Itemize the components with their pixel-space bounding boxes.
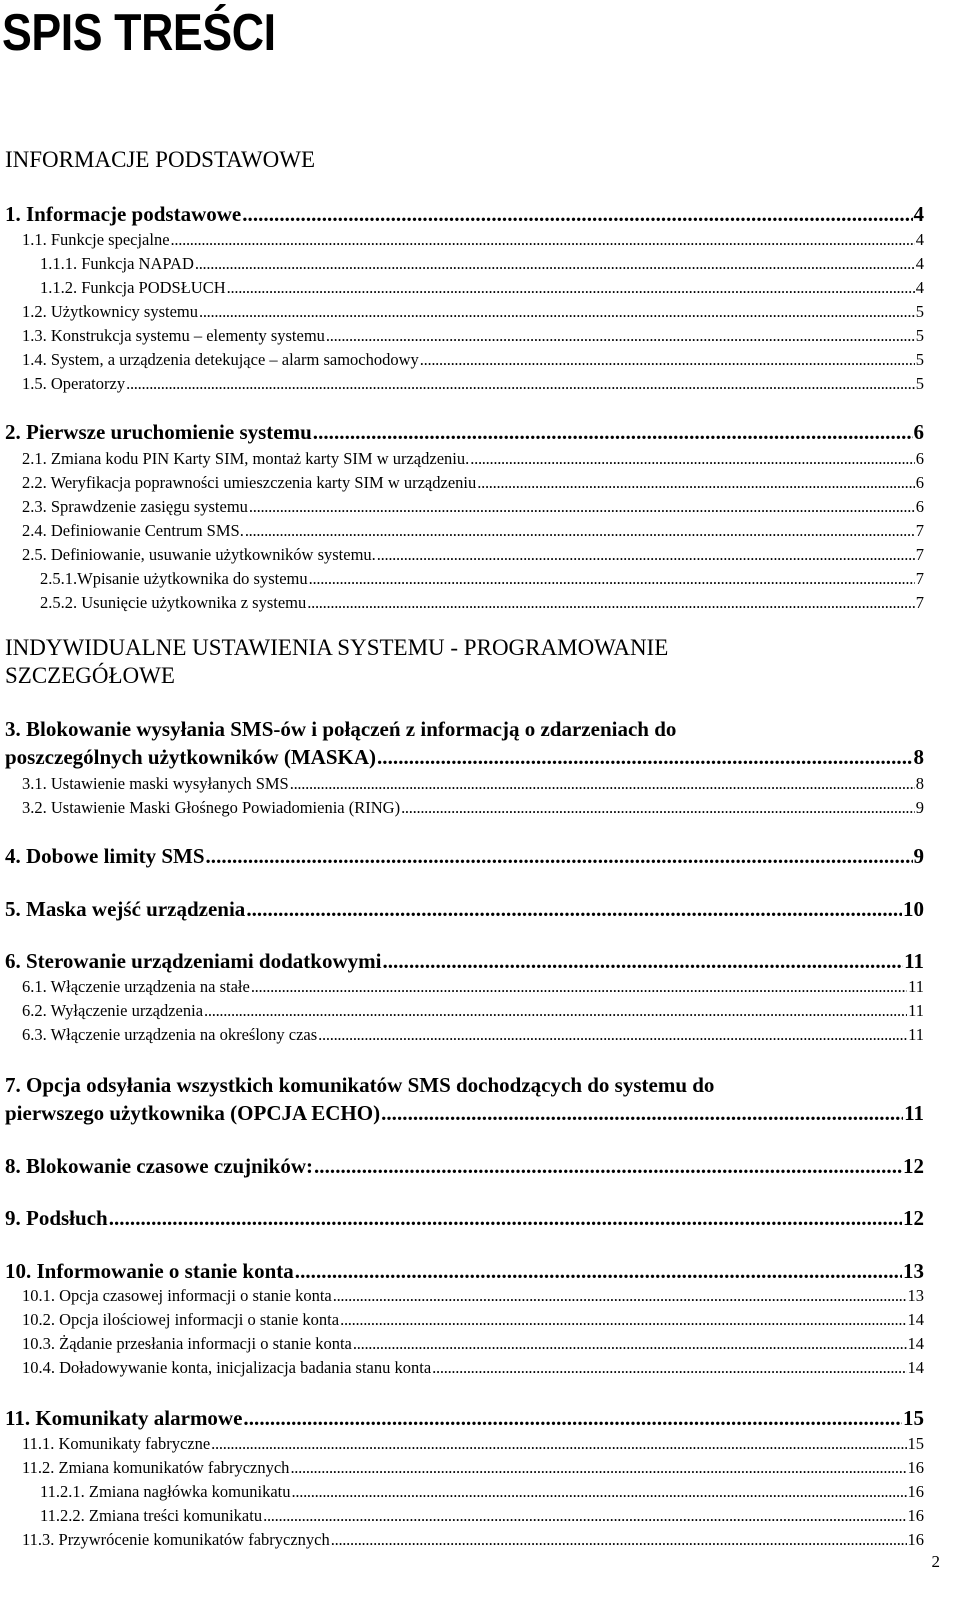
leader-dots — [195, 252, 915, 276]
page-number: 2 — [931, 1552, 940, 1571]
leader-dots — [401, 796, 915, 820]
leader-dots — [206, 843, 913, 870]
leader-dots — [295, 1258, 902, 1285]
leader-dots — [309, 567, 915, 591]
leader-dots — [381, 1100, 903, 1127]
toc-entry[interactable]: 1.4. System, a urządzenia detekujące – alarm samochodowy . . . 5 — [22, 348, 924, 372]
toc-entry[interactable]: 10.4. Doładowywanie konta, inicjalizacja badania stanu konta . . . 14 — [22, 1356, 924, 1380]
leader-dots — [227, 276, 915, 300]
toc-entry[interactable]: 5. Maska wejść urządzenia . . . 10 — [5, 896, 924, 923]
leader-dots — [263, 1504, 906, 1528]
leader-dots — [318, 1023, 907, 1047]
toc-entry[interactable]: 10.1. Opcja czasowej informacji o stanie konta . . . 13 — [22, 1284, 924, 1308]
toc-entry[interactable]: 2.1. Zmiana kodu PIN Karty SIM, montaż karty SIM w urządzeniu. . . . 6 — [22, 447, 924, 471]
leader-dots — [246, 896, 902, 923]
toc-entry[interactable]: 10. Informowanie o stanie konta . . . 13 — [5, 1258, 924, 1285]
toc-entry-line1[interactable]: 7. Opcja odsyłania wszystkich komunikatów SMS dochodzących do systemu do — [5, 1073, 715, 1097]
leader-dots — [204, 999, 907, 1023]
toc-entry[interactable]: 3.1. Ustawienie maski wysyłanych SMS . . . 8 — [22, 772, 924, 796]
leader-dots — [331, 1528, 907, 1552]
toc-entry[interactable]: 1. Informacje podstawowe . . . 4 — [5, 201, 924, 228]
toc-entry[interactable]: 10.3. Żądanie przesłania informacji o stanie konta . . . 14 — [22, 1332, 924, 1356]
leader-dots — [314, 1153, 902, 1180]
toc-entry[interactable]: 2.3. Sprawdzenie zasięgu systemu . . . 6 — [22, 495, 924, 519]
leader-dots — [470, 447, 915, 471]
toc-entry[interactable]: 1.1.1. Funkcja NAPAD . . . 4 — [40, 252, 924, 276]
toc-entry[interactable]: 11.2. Zmiana komunikatów fabrycznych . . . 16 — [22, 1456, 924, 1480]
toc-entry[interactable]: 2.5.2. Usunięcie użytkownika z systemu . . . 7 — [40, 591, 924, 615]
toc-entry[interactable]: 6. Sterowanie urządzeniami dodatkowymi . . . 11 — [5, 948, 924, 975]
toc-entry[interactable]: 3.2. Ustawienie Maski Głośnego Powiadomienia (RING) . . . 9 — [22, 796, 924, 820]
leader-dots — [377, 543, 915, 567]
toc-entry[interactable]: 11.2.2. Zmiana treści komunikatu . . . 16 — [40, 1504, 924, 1528]
leader-dots — [249, 495, 915, 519]
leader-dots — [109, 1205, 902, 1232]
toc-entry[interactable]: 11.3. Przywrócenie komunikatów fabrycznych . . . 16 — [22, 1528, 924, 1552]
leader-dots — [432, 1356, 906, 1380]
leader-dots — [126, 372, 915, 396]
leader-dots — [420, 348, 915, 372]
toc-entry[interactable]: 9. Podsłuch . . . 12 — [5, 1205, 924, 1232]
section-heading-basic: INFORMACJE PODSTAWOWE — [5, 147, 316, 172]
leader-dots — [245, 519, 915, 543]
leader-dots — [290, 1456, 906, 1480]
toc-entry-line1[interactable]: 3. Blokowanie wysyłania SMS-ów i połączeń z informacją o zdarzeniach do — [5, 717, 677, 741]
toc-entry[interactable]: poszczególnych użytkowników (MASKA) . . . 8 — [5, 744, 924, 771]
leader-dots — [251, 975, 907, 999]
leader-dots — [171, 228, 915, 252]
document-title: SPIS TREŚCI — [2, 4, 276, 62]
leader-dots — [353, 1332, 907, 1356]
toc-entry[interactable]: 2.2. Weryfikacja poprawności umieszczenia karty SIM w urządzeniu . . . 6 — [22, 471, 924, 495]
toc-entry[interactable]: 1.3. Konstrukcja systemu – elementy systemu . . . 5 — [22, 324, 924, 348]
toc-entry[interactable]: pierwszego użytkownika (OPCJA ECHO) . . . 11 — [5, 1100, 924, 1127]
leader-dots — [307, 591, 915, 615]
leader-dots — [290, 772, 915, 796]
leader-dots — [243, 1405, 902, 1432]
toc-entry[interactable]: 4. Dobowe limity SMS . . . 9 — [5, 843, 924, 870]
toc-entry[interactable]: 1.2. Użytkownicy systemu . . . 5 — [22, 300, 924, 324]
leader-dots — [199, 300, 915, 324]
toc-entry[interactable]: 11. Komunikaty alarmowe . . . 15 — [5, 1405, 924, 1432]
toc-entry[interactable]: 6.2. Wyłączenie urządzenia . . . 11 — [22, 999, 924, 1023]
toc-entry[interactable]: 11.2.1. Zmiana nagłówka komunikatu . . . 16 — [40, 1480, 924, 1504]
leader-dots — [333, 1284, 907, 1308]
toc-entry[interactable]: 2.4. Definiowanie Centrum SMS. . . . 7 — [22, 519, 924, 543]
toc-entry[interactable]: 11.1. Komunikaty fabryczne . . . 15 — [22, 1432, 924, 1456]
toc-entry[interactable]: 1.1. Funkcje specjalne . . . 4 — [22, 228, 924, 252]
toc-entry[interactable]: 6.3. Włączenie urządzenia na określony czas . . . 11 — [22, 1023, 924, 1047]
leader-dots — [382, 948, 903, 975]
toc-entry[interactable]: 8. Blokowanie czasowe czujników: . . . 12 — [5, 1153, 924, 1180]
toc-entry[interactable]: 10.2. Opcja ilościowej informacji o stanie konta . . . 14 — [22, 1308, 924, 1332]
leader-dots — [326, 324, 915, 348]
leader-dots — [340, 1308, 906, 1332]
section-heading-programming: INDYWIDUALNE USTAWIENIA SYSTEMU - PROGRAMOWANIE — [5, 635, 669, 660]
toc-entry[interactable]: 2.5. Definiowanie, usuwanie użytkowników systemu. . . . 7 — [22, 543, 924, 567]
toc-entry[interactable]: 2. Pierwsze uruchomienie systemu . . . 6 — [5, 419, 924, 446]
toc-entry[interactable]: 1.1.2. Funkcja PODSŁUCH . . . 4 — [40, 276, 924, 300]
toc-entry[interactable]: 6.1. Włączenie urządzenia na stałe . . . 11 — [22, 975, 924, 999]
leader-dots — [242, 201, 912, 228]
leader-dots — [377, 744, 913, 771]
leader-dots — [313, 419, 913, 446]
toc-entry[interactable]: 2.5.1.Wpisanie użytkownika do systemu . . . 7 — [40, 567, 924, 591]
section-heading-programming-cont: SZCZEGÓŁOWE — [5, 663, 175, 688]
leader-dots — [292, 1480, 907, 1504]
toc-entry[interactable]: 1.5. Operatorzy . . . 5 — [22, 372, 924, 396]
leader-dots — [477, 471, 915, 495]
leader-dots — [211, 1432, 906, 1456]
